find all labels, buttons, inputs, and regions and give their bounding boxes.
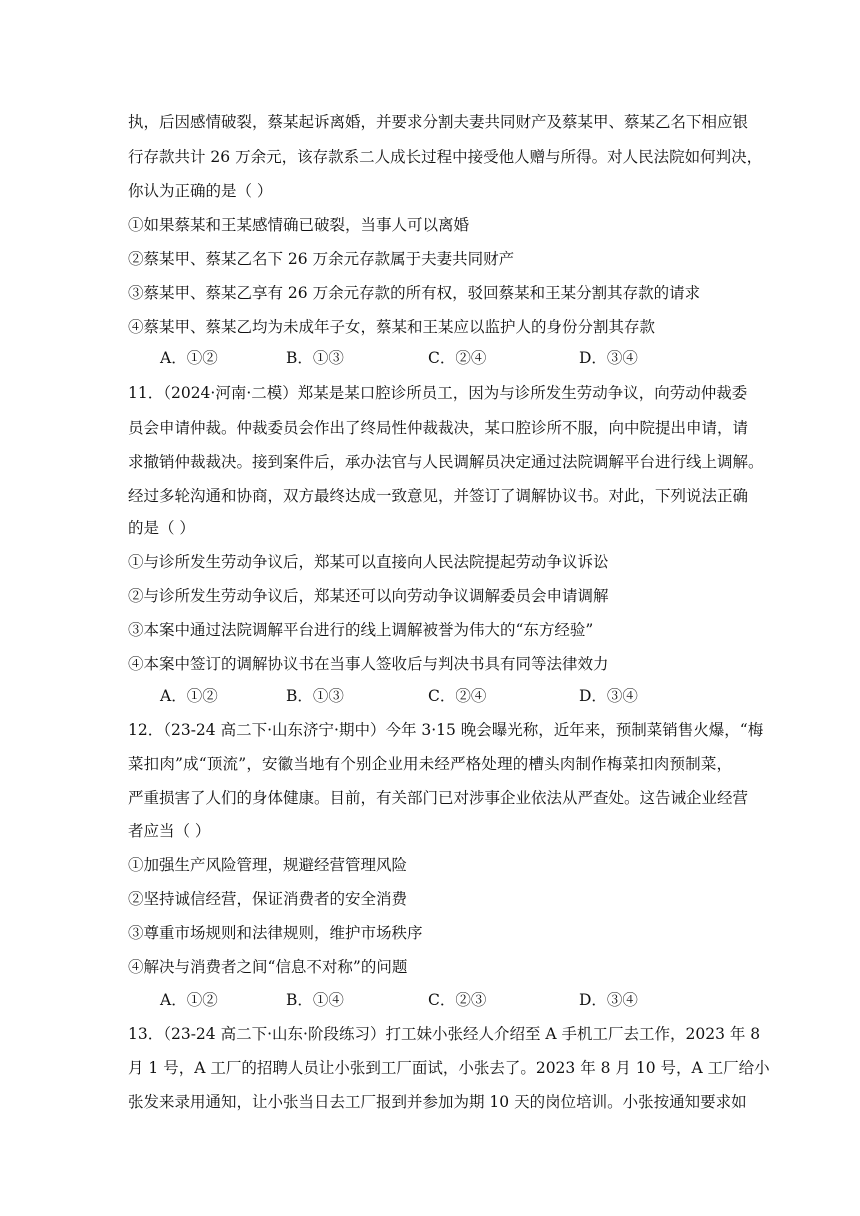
q11-statement-1: ①与诊所发生劳动争议后，郑某可以直接向人民法院提起劳动争议诉讼	[128, 553, 609, 571]
q10-statement-2: ②蔡某甲、蔡某乙名下 26 万余元存款属于夫妻共同财产	[128, 250, 515, 268]
q11-option-b[interactable]: B．①③	[286, 687, 344, 705]
q12-stem-line: 者应当（ ）	[128, 822, 211, 840]
q10-stem-line: 你认为正确的是（ ）	[128, 182, 273, 200]
q11-option-a[interactable]: A．①②	[160, 687, 218, 705]
q11-stem-line: 11．（2024·河南·二模）郑某是某口腔诊所员工，因为与诊所发生劳动争议，向劳动仲裁委	[128, 384, 748, 402]
q13-stem-line: 月 1 号，A 工厂的招聘人员让小张到工厂面试，小张去了。2023 年 8 月 10 号，A 工厂给小	[128, 1059, 770, 1077]
q12-statement-2: ②坚持诚信经营，保证消费者的安全消费	[128, 890, 408, 908]
q10-statement-3: ③蔡某甲、蔡某乙享有 26 万余元存款的所有权，驳回蔡某和王某分割其存款的请求	[128, 284, 701, 302]
q12-option-b[interactable]: B．①④	[286, 991, 344, 1009]
q11-option-c[interactable]: C．②④	[428, 687, 487, 705]
q12-stem-line: 菜扣肉”成“顶流”，安徽当地有个别企业用未经严格处理的槽头肉制作梅菜扣肉预制菜，	[128, 755, 732, 773]
q10-statement-4: ④蔡某甲、蔡某乙均为未成年子女，蔡某和王某应以监护人的身份分割其存款	[128, 318, 656, 336]
q10-option-b[interactable]: B．①③	[286, 349, 344, 367]
q11-stem-line: 求撤销仲裁裁决。接到案件后，承办法官与人民调解员决定通过法院调解平台进行线上调解。	[128, 453, 764, 471]
q10-option-c[interactable]: C．②④	[428, 349, 487, 367]
q12-options	[160, 990, 720, 1010]
q12-option-a[interactable]: A．①②	[160, 991, 218, 1009]
q11-stem-line: 经过多轮沟通和协商，双方最终达成一致意见，并签订了调解协议书。对此，下列说法正确	[128, 487, 749, 505]
q10-option-a[interactable]: A．①②	[160, 349, 218, 367]
q13-stem-line: 张发来录用通知，让小张当日去工厂报到并参加为期 10 天的岗位培训。小张按通知要求如	[128, 1093, 747, 1111]
q10-options	[160, 348, 720, 368]
q11-statement-3: ③本案中通过法院调解平台进行的线上调解被誉为伟大的“东方经验”	[128, 621, 594, 639]
q11-statement-2: ②与诊所发生劳动争议后，郑某还可以向劳动争议调解委员会申请调解	[128, 587, 609, 605]
q11-options	[160, 686, 720, 706]
q13-stem-line: 13．（23-24 高二下·山东·阶段练习）打工妹小张经人介绍至 A 手机工厂去工作，2023 年 8	[128, 1025, 761, 1043]
q12-option-d[interactable]: D．③④	[579, 991, 638, 1009]
q12-option-c[interactable]: C．②③	[428, 991, 487, 1009]
q12-statement-3: ③尊重市场规则和法律规则，维护市场秩序	[128, 924, 423, 942]
q10-statement-1: ①如果蔡某和王某感情确已破裂，当事人可以离婚	[128, 216, 470, 234]
q11-stem-line: 的是（ ）	[128, 519, 195, 537]
q11-option-d[interactable]: D．③④	[579, 687, 638, 705]
q10-stem-line: 行存款共计 26 万余元，该存款系二人成长过程中接受他人赠与所得。对人民法院如何判决，	[128, 148, 763, 166]
q12-stem-line: 严重损害了人们的身体健康。目前，有关部门已对涉事企业依法从严查处。这告诫企业经营	[128, 789, 749, 807]
q10-option-d[interactable]: D．③④	[579, 349, 638, 367]
q12-statement-1: ①加强生产风险管理，规避经营管理风险	[128, 856, 408, 874]
q12-stem-line: 12．（23-24 高二下·山东济宁·期中）今年 3·15 晚会曝光称，近年来，预制菜销售火爆，“梅	[128, 721, 764, 739]
q12-statement-4: ④解决与消费者之间“信息不对称”的问题	[128, 958, 408, 976]
q11-stem-line: 员会申请仲裁。仲裁委员会作出了终局性仲裁裁决，某口腔诊所不服，向中院提出申请，请	[128, 419, 749, 437]
q10-stem-line: 执，后因感情破裂，蔡某起诉离婚，并要求分割夫妻共同财产及蔡某甲、蔡某乙名下相应银	[128, 113, 749, 131]
q11-statement-4: ④本案中签订的调解协议书在当事人签收后与判决书具有同等法律效力	[128, 655, 609, 673]
